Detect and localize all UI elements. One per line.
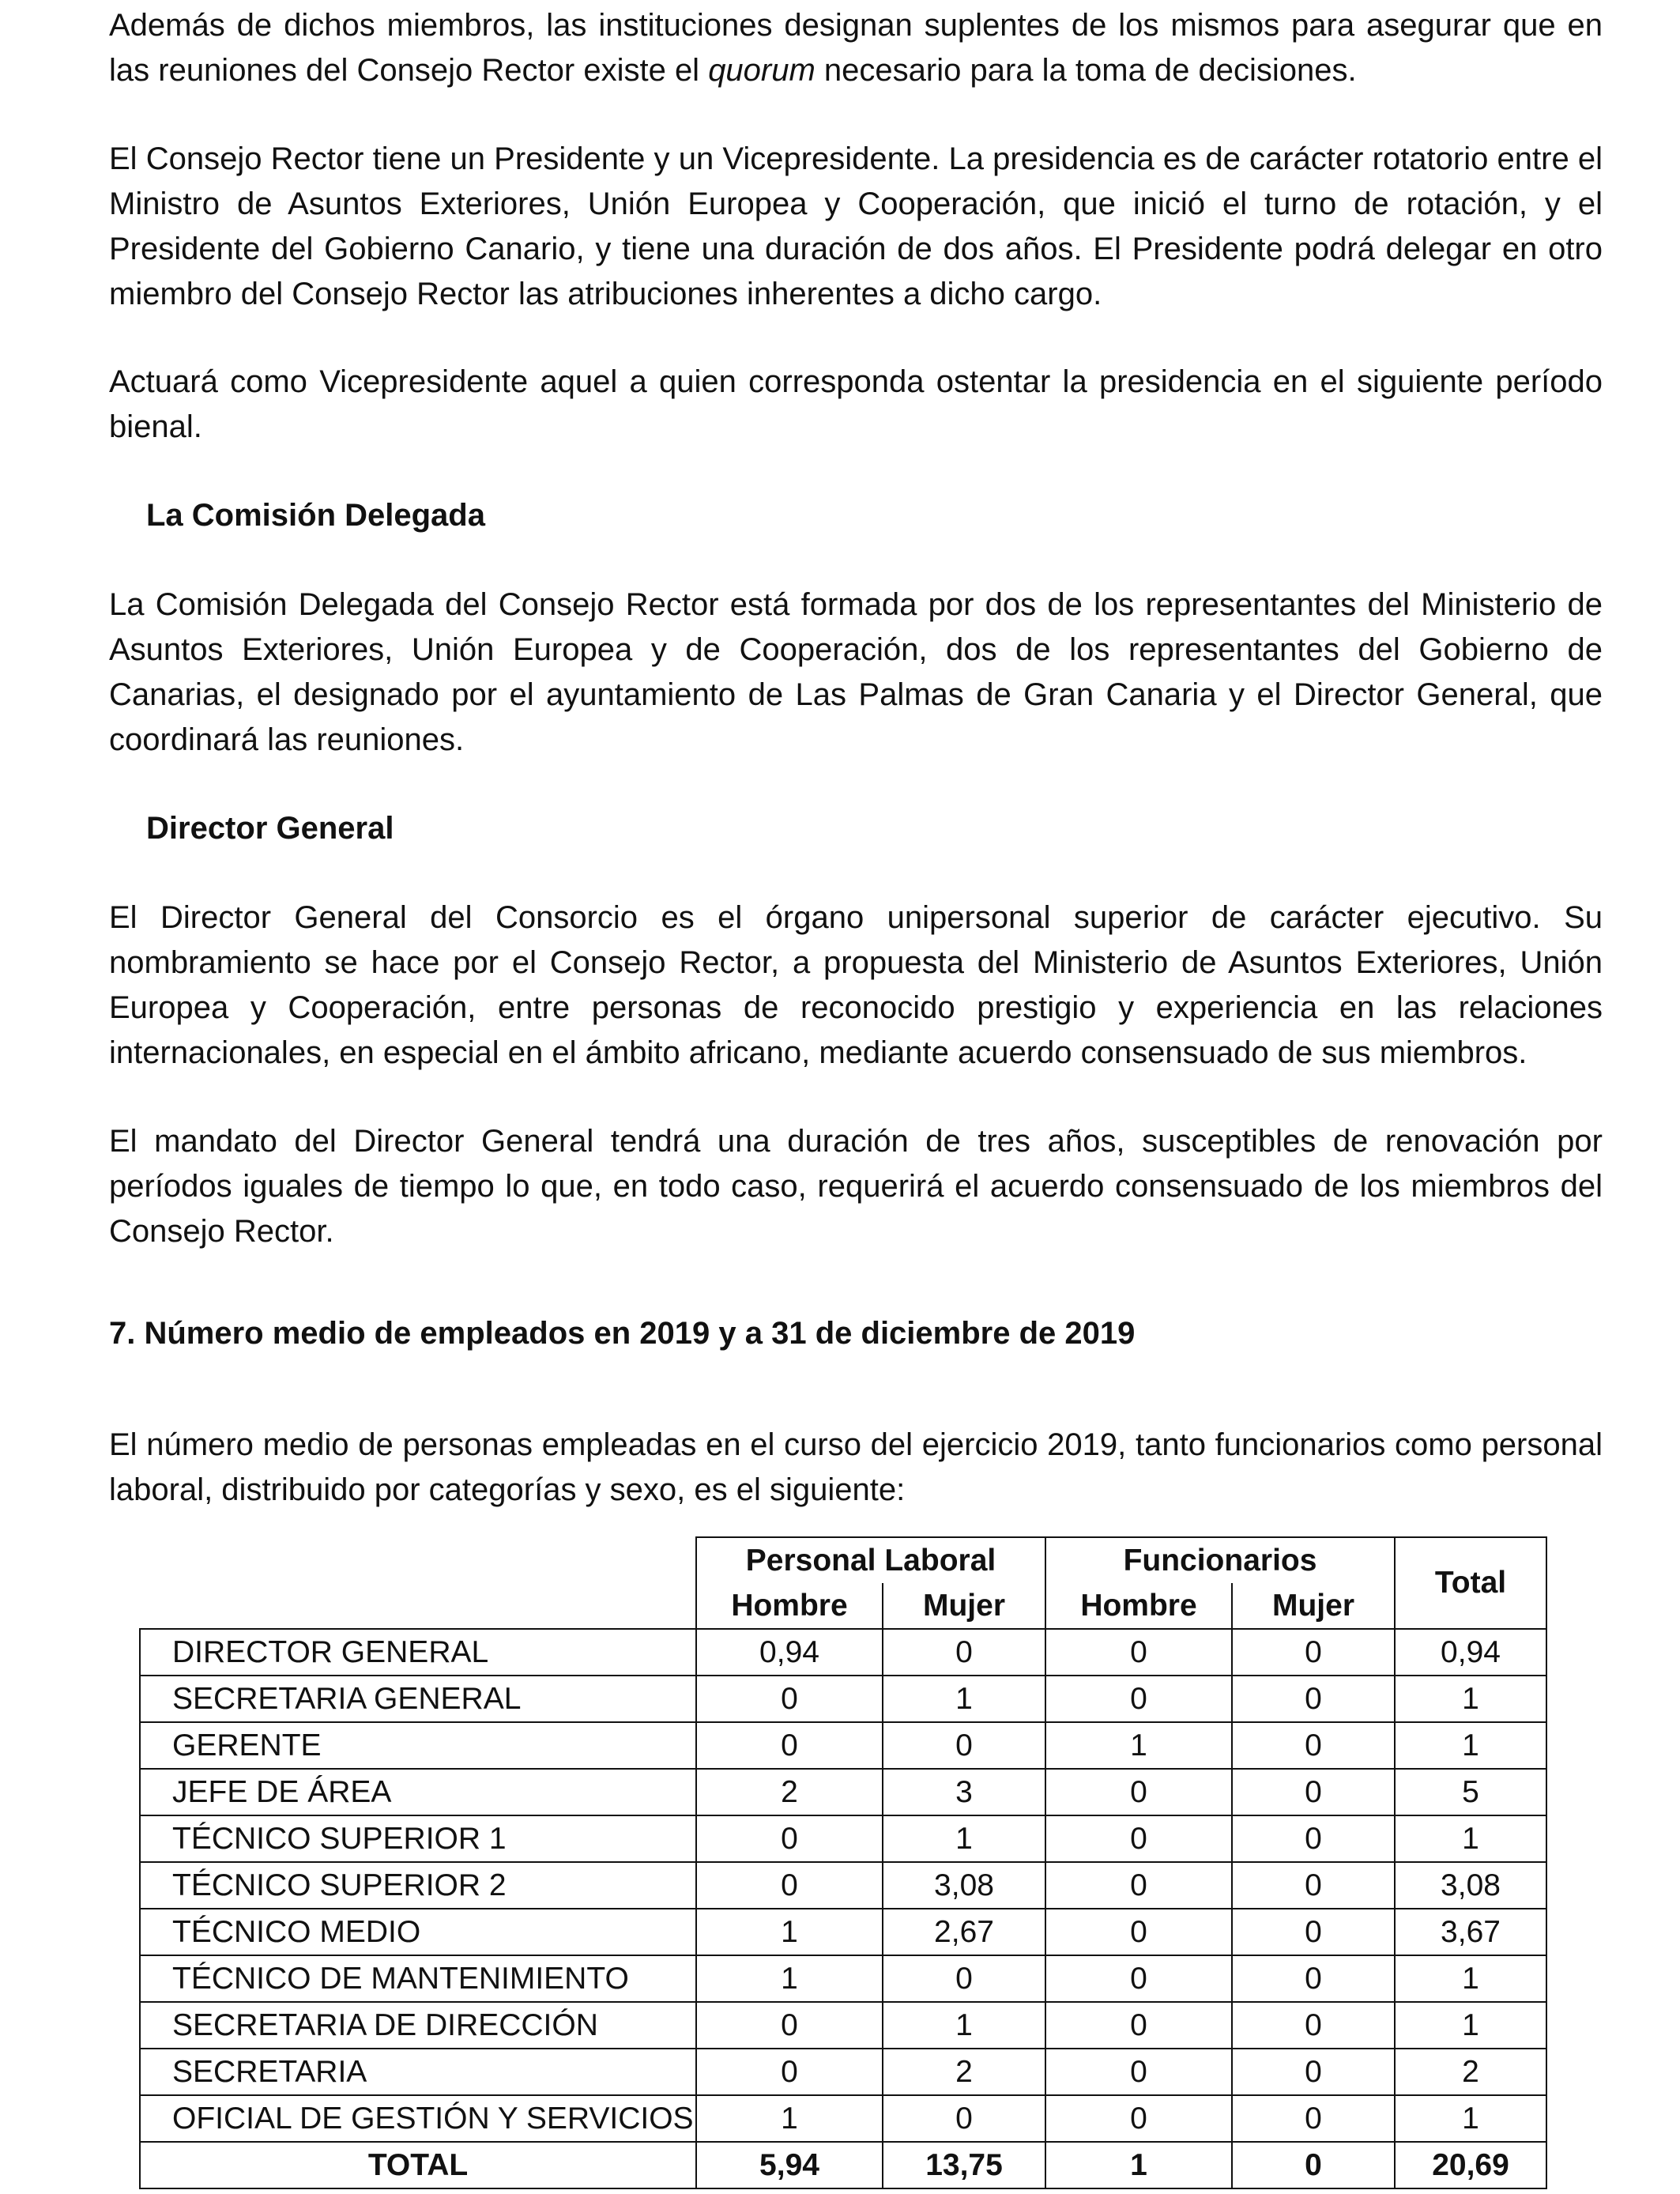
table-row — [140, 1722, 1546, 1769]
table-row — [140, 1629, 1546, 1676]
value-cell: 0 — [696, 1862, 883, 1909]
table-row — [140, 2002, 1546, 2049]
value-cell: 0 — [696, 1676, 883, 1722]
total-cell: 1 — [1395, 1815, 1546, 1862]
value-cell: 0 — [696, 2002, 883, 2049]
paragraph-text: necesario para la toma de decisiones. — [815, 53, 1357, 88]
header-total: Total — [1395, 1537, 1546, 1629]
category-cell: TÉCNICO SUPERIOR 1 — [140, 1815, 696, 1862]
category-cell: TÉCNICO SUPERIOR 2 — [140, 1862, 696, 1909]
table-total-row — [140, 2142, 1546, 2188]
table-subheader-row — [140, 1583, 1546, 1629]
value-cell: 3 — [883, 1769, 1045, 1815]
table-row — [140, 1676, 1546, 1722]
total-value-cell: 1 — [1045, 2142, 1232, 2188]
paragraph-vicepresidente: Actuará como Vicepresidente aquel a quien corresponda ostentar la presidencia en el siguiente período bienal. — [109, 364, 1603, 444]
value-cell: 0 — [1232, 1909, 1395, 1955]
table-row — [140, 1862, 1546, 1909]
value-cell: 0 — [1232, 1722, 1395, 1769]
italic-term: quorum — [708, 53, 816, 88]
paragraph-mandato: El mandato del Director General tendrá una duración de tres años, susceptibles de renovación por períodos iguales de tiempo lo que, en todo caso, requerirá el acuerdo consensuado de los miembros del Consejo Rector. — [109, 1124, 1603, 1249]
header-funcionarios: Funcionarios — [1045, 1537, 1395, 1583]
subheader-mujer: Mujer — [1232, 1583, 1395, 1629]
paragraph-suplentes — [109, 3, 1603, 93]
value-cell: 0 — [696, 2049, 883, 2095]
paragraph-presidencia: El Consejo Rector tiene un Presidente y un Vicepresidente. La presidencia es de carácter rotatorio entre el Ministro de Asuntos Exteriores, Unión Europea y Cooperación, que inició el turno de rotación, y el Presidente del Gobierno Canario, y tiene una duración de dos años. El Presidente podrá delegar en otro miembro del Consejo Rector las atribuciones inherentes a dicho cargo. — [109, 141, 1603, 311]
total-cell: 2 — [1395, 2049, 1546, 2095]
paragraph-director: El Director General del Consorcio es el órgano unipersonal superior de carácter ejecutivo. Su nombramiento se hace por el Consejo Rector, a propuesta del Ministerio de Asuntos Exteriores, Unión Europea y Cooperación, entre personas de reconocido prestigio y experiencia en las relaciones internacionales, en especial en el ámbito africano, mediante acuerdo consensuado de sus miembros. — [109, 900, 1603, 1070]
value-cell: 1 — [696, 1955, 883, 2002]
header-blank-cell — [140, 1537, 696, 1583]
value-cell: 2 — [696, 1769, 883, 1815]
employees-table — [139, 1536, 1547, 2189]
heading-comision-delegada: La Comisión Delegada — [146, 498, 485, 533]
table-row — [140, 1909, 1546, 1955]
grand-total-cell: 20,69 — [1395, 2142, 1546, 2188]
category-cell: TÉCNICO MEDIO — [140, 1909, 696, 1955]
header-blank-cell — [140, 1583, 696, 1629]
value-cell: 0 — [1045, 1955, 1232, 2002]
value-cell: 2 — [883, 2049, 1045, 2095]
category-cell: OFICIAL DE GESTIÓN Y SERVICIOS — [140, 2095, 696, 2142]
value-cell: 1 — [883, 1676, 1045, 1722]
category-cell: SECRETARIA DE DIRECCIÓN — [140, 2002, 696, 2049]
value-cell: 0 — [883, 1955, 1045, 2002]
value-cell: 1 — [883, 1815, 1045, 1862]
total-cell: 0,94 — [1395, 1629, 1546, 1676]
category-cell: SECRETARIA GENERAL — [140, 1676, 696, 1722]
table-row — [140, 2095, 1546, 2142]
value-cell: 2,67 — [883, 1909, 1045, 1955]
value-cell: 0 — [1232, 2049, 1395, 2095]
value-cell: 0 — [883, 1629, 1045, 1676]
value-cell: 0 — [1232, 1955, 1395, 2002]
paragraph-text: Además de dichos miembros, las instituciones designan suplentes de los mismos para asegurar que en las reuniones del Consejo Rector existe el — [109, 8, 1603, 88]
total-value-cell: 13,75 — [883, 2142, 1045, 2188]
value-cell: 0 — [1045, 1629, 1232, 1676]
total-cell: 1 — [1395, 1676, 1546, 1722]
value-cell: 0 — [883, 2095, 1045, 2142]
total-cell: 3,67 — [1395, 1909, 1546, 1955]
total-cell: 1 — [1395, 2095, 1546, 2142]
category-cell: DIRECTOR GENERAL — [140, 1629, 696, 1676]
value-cell: 0 — [1045, 1676, 1232, 1722]
value-cell: 0 — [696, 1722, 883, 1769]
table-row — [140, 1955, 1546, 2002]
value-cell: 0 — [883, 1722, 1045, 1769]
subheader-hombre: Hombre — [1045, 1583, 1232, 1629]
value-cell: 0 — [1232, 2095, 1395, 2142]
value-cell: 0 — [1045, 1815, 1232, 1862]
table-row — [140, 2049, 1546, 2095]
total-cell: 5 — [1395, 1769, 1546, 1815]
total-value-cell: 0 — [1232, 2142, 1395, 2188]
table-header-row — [140, 1537, 1546, 1583]
value-cell: 0 — [1232, 1629, 1395, 1676]
total-cell: 1 — [1395, 1955, 1546, 2002]
value-cell: 0 — [1045, 1769, 1232, 1815]
category-cell: TÉCNICO DE MANTENIMIENTO — [140, 1955, 696, 2002]
value-cell: 1 — [1045, 1722, 1232, 1769]
value-cell: 0 — [1045, 1862, 1232, 1909]
category-cell: SECRETARIA — [140, 2049, 696, 2095]
table-row — [140, 1769, 1546, 1815]
value-cell: 0 — [1232, 1862, 1395, 1909]
paragraph-numero-medio: El número medio de personas empleadas en el curso del ejercicio 2019, tanto funcionarios como personal laboral, distribuido por categorías y sexo, es el siguiente: — [109, 1427, 1603, 1507]
value-cell: 0 — [1045, 2049, 1232, 2095]
total-cell: 1 — [1395, 1722, 1546, 1769]
subheader-mujer: Mujer — [883, 1583, 1045, 1629]
table-row — [140, 1815, 1546, 1862]
header-personal-laboral: Personal Laboral — [696, 1537, 1045, 1583]
category-cell: JEFE DE ÁREA — [140, 1769, 696, 1815]
value-cell: 0 — [696, 1815, 883, 1862]
value-cell: 3,08 — [883, 1862, 1045, 1909]
heading-director-general: Director General — [146, 811, 394, 846]
value-cell: 0 — [1045, 1909, 1232, 1955]
category-cell: GERENTE — [140, 1722, 696, 1769]
section-heading-empleados: 7. Número medio de empleados en 2019 y a 31 de diciembre de 2019 — [109, 1316, 1136, 1351]
value-cell: 0 — [1232, 1676, 1395, 1722]
paragraph-comision: La Comisión Delegada del Consejo Rector está formada por dos de los representantes del Ministerio de Asuntos Exteriores, Unión Europea y de Cooperación, dos de los representantes del Gobierno de Canarias, el designado por el ayuntamiento de Las Palmas de Gran Canaria y el Director General, que coordinará las reuniones. — [109, 587, 1603, 757]
value-cell: 1 — [883, 2002, 1045, 2049]
subheader-hombre: Hombre — [696, 1583, 883, 1629]
total-cell: 3,08 — [1395, 1862, 1546, 1909]
value-cell: 0 — [1045, 2002, 1232, 2049]
value-cell: 0 — [1045, 2095, 1232, 2142]
value-cell: 0 — [1232, 1815, 1395, 1862]
value-cell: 0,94 — [696, 1629, 883, 1676]
value-cell: 0 — [1232, 2002, 1395, 2049]
total-value-cell: 5,94 — [696, 2142, 883, 2188]
value-cell: 0 — [1232, 1769, 1395, 1815]
total-label-cell: TOTAL — [140, 2142, 696, 2188]
value-cell: 1 — [696, 1909, 883, 1955]
total-cell: 1 — [1395, 2002, 1546, 2049]
value-cell: 1 — [696, 2095, 883, 2142]
